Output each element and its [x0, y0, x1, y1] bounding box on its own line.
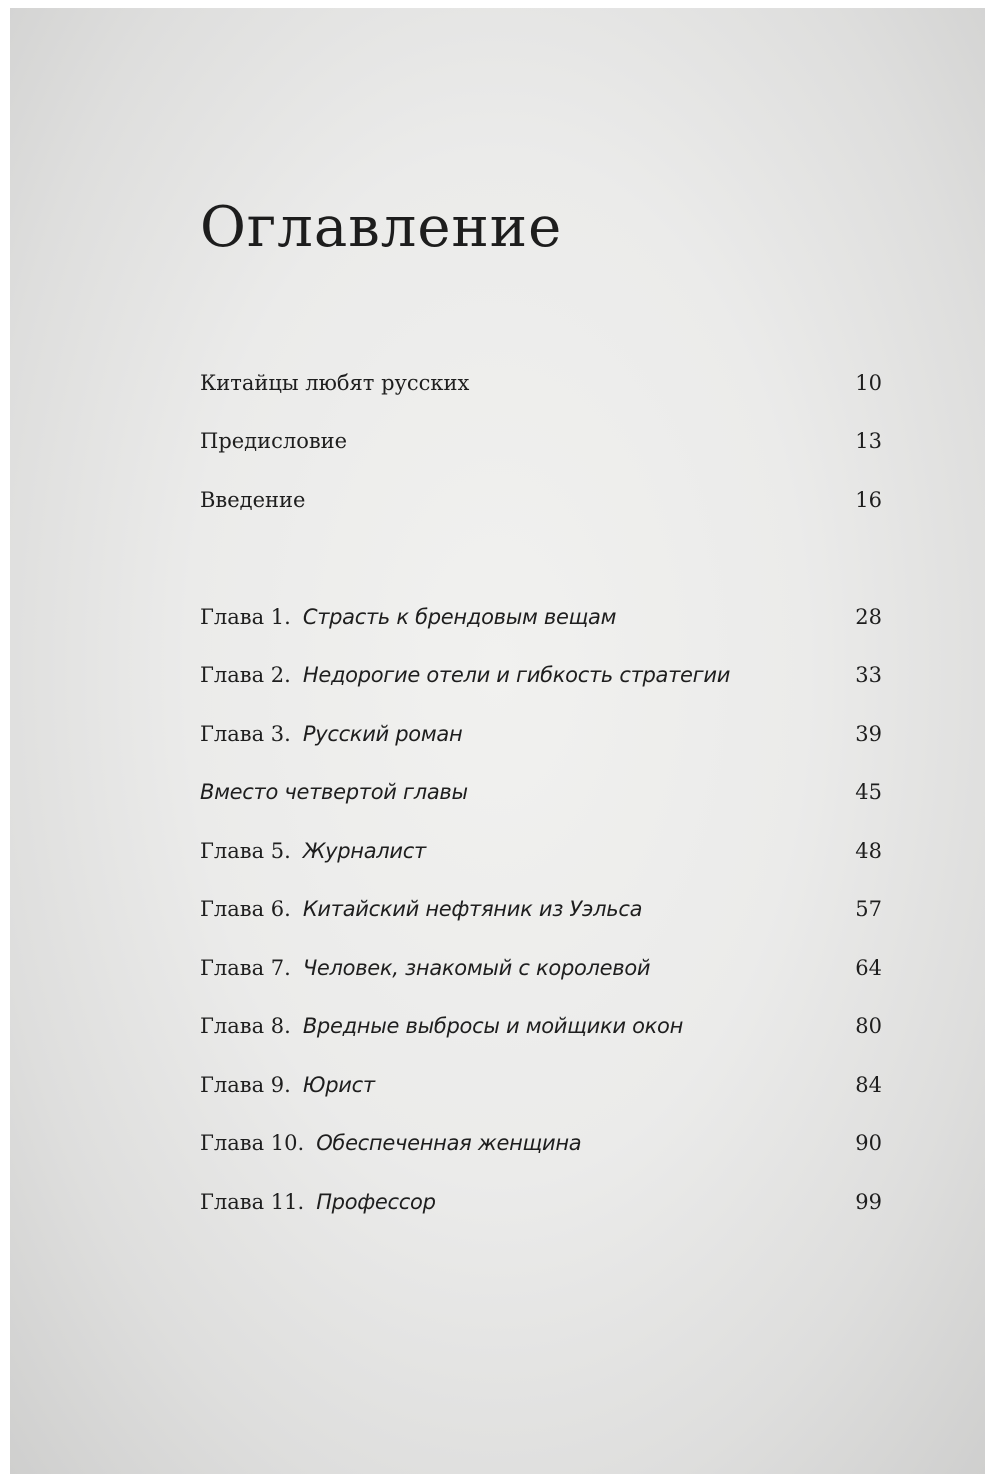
chapter-label: Глава 5. [200, 839, 291, 863]
toc-page-number: 28 [855, 605, 882, 629]
chapter-title: Обеспеченная женщина [316, 1131, 582, 1155]
toc-entry-title: Введение [200, 488, 306, 512]
toc-page-number: 13 [855, 429, 882, 453]
toc-entry-chapter-2[interactable] [200, 655, 882, 695]
toc-page-number: 10 [855, 371, 882, 395]
chapter-title: Человек, знакомый с королевой [302, 956, 651, 980]
toc-entry-chapter-1[interactable] [200, 597, 882, 637]
chapter-label: Глава 2. [200, 663, 291, 687]
toc-entry-chapter-6[interactable] [200, 889, 882, 929]
toc-entry-chapter-4[interactable] [200, 772, 882, 812]
toc-entry-chapter-7[interactable] [200, 948, 882, 988]
chapter-title: Журналист [302, 839, 426, 863]
chapter-title: Профессор [316, 1190, 436, 1214]
chapter-label: Глава 3. [200, 722, 291, 746]
chapter-label: Глава 6. [200, 897, 291, 921]
toc-entry-title: Китайцы любят русских [200, 371, 470, 395]
toc-page-number: 57 [855, 897, 882, 921]
book-page [10, 8, 985, 1474]
toc-entry-title: Предисловие [200, 429, 348, 453]
chapter-label: Глава 7. [200, 956, 291, 980]
toc-page-number: 99 [855, 1190, 882, 1214]
chapter-title: Недорогие отели и гибкость стратегии [302, 663, 731, 687]
chapter-label: Глава 9. [200, 1073, 291, 1097]
toc-page-number: 16 [855, 488, 882, 512]
chapter-label: Глава 11. [200, 1190, 305, 1214]
toc-entry-chapter-5[interactable] [200, 831, 882, 871]
chapter-title: Юрист [302, 1073, 375, 1097]
page-title: Оглавление [200, 195, 563, 260]
toc-page-number: 39 [855, 722, 882, 746]
toc-entry-front-2[interactable] [200, 421, 882, 461]
chapter-label: Глава 8. [200, 1014, 291, 1038]
toc-entry-chapter-9[interactable] [200, 1065, 882, 1105]
toc-page-number: 48 [855, 839, 882, 863]
toc-entry-chapter-3[interactable] [200, 714, 882, 754]
chapter-label: Глава 10. [200, 1131, 305, 1155]
toc-page-number: 90 [855, 1131, 882, 1155]
chapter-label: Глава 1. [200, 605, 291, 629]
toc-page-number: 45 [855, 780, 882, 804]
toc-entry-front-3[interactable] [200, 480, 882, 520]
chapter-title: Китайский нефтяник из Уэльса [302, 897, 643, 921]
toc-page-number: 84 [855, 1073, 882, 1097]
toc-entry-chapter-8[interactable] [200, 1006, 882, 1046]
toc-page-number: 80 [855, 1014, 882, 1038]
toc-entry-chapter-11[interactable] [200, 1182, 882, 1222]
toc-entry-chapter-10[interactable] [200, 1123, 882, 1163]
chapter-title: Русский роман [302, 722, 463, 746]
toc-entry-front-1[interactable] [200, 363, 882, 403]
toc-page-number: 64 [855, 956, 882, 980]
chapter-title: Вместо четвертой главы [200, 780, 468, 804]
chapter-title: Страсть к брендовым вещам [302, 605, 617, 629]
toc-page-number: 33 [855, 663, 882, 687]
chapter-title: Вредные выбросы и мойщики окон [302, 1014, 684, 1038]
